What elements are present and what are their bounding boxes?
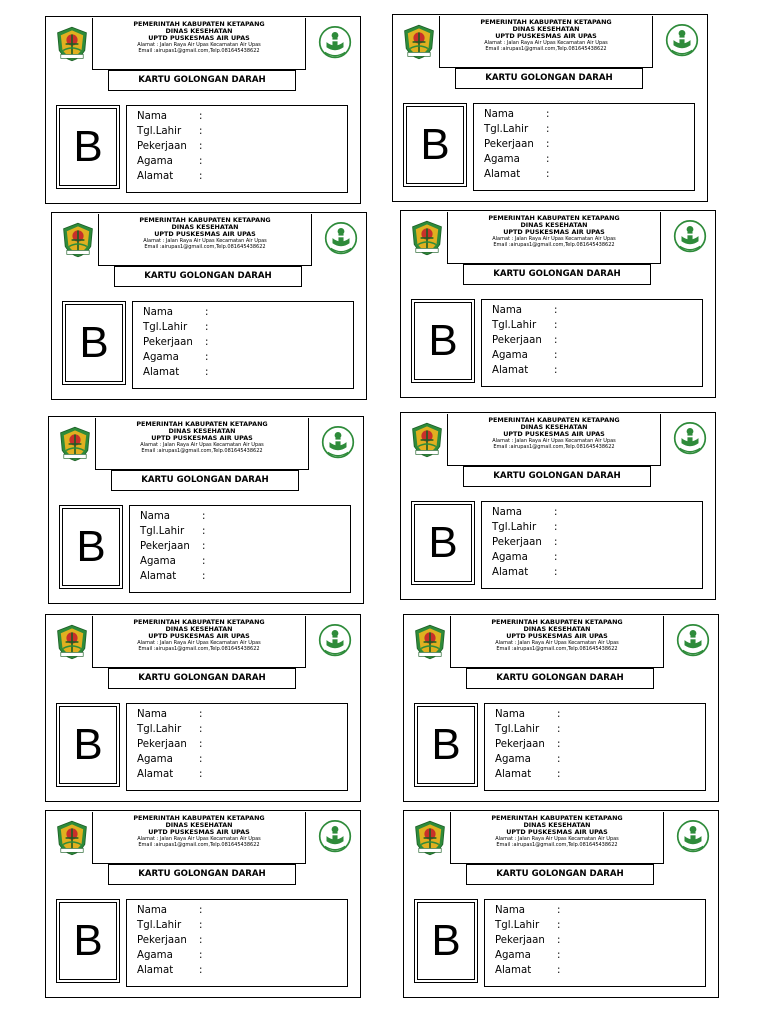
header-department: DINAS KESEHATAN <box>168 427 236 436</box>
field-separator: : <box>557 964 561 976</box>
card-title: KARTU GOLONGAN DARAH <box>108 864 296 885</box>
field-label: Alamat <box>137 964 174 976</box>
patient-info-box <box>473 103 695 191</box>
blood-type-box <box>56 899 120 983</box>
blood-type-card <box>400 210 716 398</box>
field-separator: : <box>202 570 206 582</box>
field-row <box>484 153 694 168</box>
field-label: Nama <box>495 709 526 720</box>
field-separator: : <box>554 319 558 331</box>
blood-type-box <box>56 703 120 787</box>
blood-type-card <box>392 14 708 202</box>
header-contact: Email :airupas1@gmail.com,Telp.081645438622 <box>138 646 260 653</box>
field-separator: : <box>554 521 558 533</box>
regency-emblem-logo <box>56 624 88 660</box>
card-title: KARTU GOLONGAN DARAH <box>108 668 296 689</box>
card-header <box>92 812 306 864</box>
header-address: Alamat : Jalan Raya Air Upas Kecamatan Air Upas <box>140 441 264 448</box>
bakti-husada-logo <box>676 623 710 659</box>
field-row <box>495 708 705 723</box>
header-department: DINAS KESEHATAN <box>165 27 233 36</box>
bakti-husada-logo <box>676 819 710 855</box>
blood-type-card <box>45 810 361 998</box>
blood-type-card <box>400 412 716 600</box>
field-separator: : <box>205 307 209 318</box>
header-department: DINAS KESEHATAN <box>523 821 591 830</box>
header-contact: Email :airupas1@gmail.com,Telp.081645438622 <box>141 448 263 455</box>
field-separator: : <box>202 511 206 522</box>
field-row <box>495 768 705 783</box>
field-separator: : <box>199 125 203 137</box>
field-separator: : <box>199 709 203 720</box>
header-government: PEMERINTAH KABUPATEN KETAPANG <box>133 814 265 822</box>
field-row <box>137 768 347 783</box>
card-header <box>98 214 312 266</box>
field-separator: : <box>199 170 203 182</box>
bakti-husada-logo <box>318 25 352 61</box>
blood-type-letter: B <box>65 304 123 382</box>
header-puskesmas: UPTD PUSKESMAS AIR UPAS <box>151 434 253 443</box>
field-row <box>495 738 705 753</box>
header-government: PEMERINTAH KABUPATEN KETAPANG <box>133 618 265 626</box>
field-label: Nama <box>140 511 171 522</box>
bakti-husada-logo <box>318 819 352 855</box>
header-puskesmas: UPTD PUSKESMAS AIR UPAS <box>495 32 597 41</box>
field-separator: : <box>557 949 561 961</box>
field-separator: : <box>554 507 558 518</box>
field-row <box>137 155 347 170</box>
field-separator: : <box>557 905 561 916</box>
header-puskesmas: UPTD PUSKESMAS AIR UPAS <box>154 230 256 239</box>
header-puskesmas: UPTD PUSKESMAS AIR UPAS <box>148 632 250 641</box>
field-row <box>143 321 353 336</box>
field-separator: : <box>557 738 561 750</box>
field-row <box>137 964 347 979</box>
regency-emblem-logo <box>403 24 435 60</box>
regency-emblem-logo <box>62 222 94 258</box>
field-row <box>484 138 694 153</box>
header-contact: Email :airupas1@gmail.com,Telp.081645438622 <box>138 842 260 849</box>
card-header <box>92 616 306 668</box>
header-puskesmas: UPTD PUSKESMAS AIR UPAS <box>503 228 605 237</box>
bakti-husada-logo <box>673 219 707 255</box>
header-contact: Email :airupas1@gmail.com,Telp.081645438622 <box>496 842 618 849</box>
card-header <box>439 16 653 68</box>
patient-info-box <box>484 703 706 791</box>
field-separator: : <box>202 555 206 567</box>
card-title: KARTU GOLONGAN DARAH <box>463 264 651 285</box>
header-department: DINAS KESEHATAN <box>523 625 591 634</box>
field-label: Agama <box>495 949 531 961</box>
blood-type-box <box>414 899 478 983</box>
header-address: Alamat : Jalan Raya Air Upas Kecamatan Air Upas <box>492 437 616 444</box>
field-label: Pekerjaan <box>143 336 193 348</box>
card-title: KARTU GOLONGAN DARAH <box>466 864 654 885</box>
field-separator: : <box>554 536 558 548</box>
field-row <box>137 904 347 919</box>
field-row <box>492 566 702 581</box>
field-separator: : <box>202 540 206 552</box>
header-department: DINAS KESEHATAN <box>520 423 588 432</box>
blood-type-letter: B <box>59 108 117 186</box>
header-contact: Email :airupas1@gmail.com,Telp.081645438622 <box>144 244 266 251</box>
field-label: Pekerjaan <box>492 334 542 346</box>
header-government: PEMERINTAH KABUPATEN KETAPANG <box>488 214 620 222</box>
field-row <box>137 110 347 125</box>
field-label: Pekerjaan <box>140 540 190 552</box>
header-department: DINAS KESEHATAN <box>171 223 239 232</box>
field-row <box>495 949 705 964</box>
field-row <box>495 934 705 949</box>
header-puskesmas: UPTD PUSKESMAS AIR UPAS <box>506 828 608 837</box>
blood-type-letter: B <box>414 504 472 582</box>
regency-emblem-logo <box>56 26 88 62</box>
field-label: Alamat <box>495 768 532 780</box>
blood-type-box <box>411 299 475 383</box>
field-separator: : <box>199 111 203 122</box>
field-label: Nama <box>484 109 515 120</box>
field-separator: : <box>202 525 206 537</box>
card-title: KARTU GOLONGAN DARAH <box>455 68 643 89</box>
field-label: Agama <box>143 351 179 363</box>
field-separator: : <box>199 934 203 946</box>
field-row <box>140 540 350 555</box>
field-label: Agama <box>492 349 528 361</box>
header-puskesmas: UPTD PUSKESMAS AIR UPAS <box>506 632 608 641</box>
field-row <box>495 919 705 934</box>
field-separator: : <box>199 964 203 976</box>
field-separator: : <box>554 334 558 346</box>
field-label: Tgl.Lahir <box>484 123 529 135</box>
field-row <box>492 521 702 536</box>
field-label: Alamat <box>137 768 174 780</box>
header-government: PEMERINTAH KABUPATEN KETAPANG <box>136 420 268 428</box>
header-puskesmas: UPTD PUSKESMAS AIR UPAS <box>148 34 250 43</box>
header-address: Alamat : Jalan Raya Air Upas Kecamatan Air Upas <box>137 41 261 48</box>
field-label: Pekerjaan <box>495 934 545 946</box>
field-separator: : <box>554 566 558 578</box>
field-row <box>137 949 347 964</box>
field-row <box>140 555 350 570</box>
field-row <box>140 525 350 540</box>
field-label: Pekerjaan <box>484 138 534 150</box>
field-label: Tgl.Lahir <box>137 919 182 931</box>
regency-emblem-logo <box>411 220 443 256</box>
field-separator: : <box>557 723 561 735</box>
header-contact: Email :airupas1@gmail.com,Telp.081645438622 <box>485 46 607 53</box>
card-header <box>447 212 661 264</box>
field-label: Nama <box>137 709 168 720</box>
field-row <box>495 904 705 919</box>
blood-type-box <box>59 505 123 589</box>
field-label: Pekerjaan <box>495 738 545 750</box>
field-separator: : <box>554 305 558 316</box>
header-puskesmas: UPTD PUSKESMAS AIR UPAS <box>148 828 250 837</box>
header-department: DINAS KESEHATAN <box>512 25 580 34</box>
card-header <box>450 812 664 864</box>
field-row <box>137 140 347 155</box>
header-address: Alamat : Jalan Raya Air Upas Kecamatan Air Upas <box>484 39 608 46</box>
field-label: Alamat <box>495 964 532 976</box>
header-address: Alamat : Jalan Raya Air Upas Kecamatan Air Upas <box>137 639 261 646</box>
blood-type-box <box>403 103 467 187</box>
blood-type-card <box>403 614 719 802</box>
field-row <box>495 964 705 979</box>
header-contact: Email :airupas1@gmail.com,Telp.081645438622 <box>493 242 615 249</box>
field-separator: : <box>554 364 558 376</box>
field-separator: : <box>557 709 561 720</box>
header-contact: Email :airupas1@gmail.com,Telp.081645438622 <box>496 646 618 653</box>
header-address: Alamat : Jalan Raya Air Upas Kecamatan Air Upas <box>495 835 619 842</box>
field-label: Alamat <box>484 168 521 180</box>
field-separator: : <box>546 153 550 165</box>
field-separator: : <box>199 919 203 931</box>
field-separator: : <box>546 109 550 120</box>
field-separator: : <box>557 919 561 931</box>
regency-emblem-logo <box>414 820 446 856</box>
bakti-husada-logo <box>318 623 352 659</box>
blood-type-card <box>45 16 361 204</box>
field-row <box>137 708 347 723</box>
field-label: Tgl.Lahir <box>137 125 182 137</box>
regency-emblem-logo <box>411 422 443 458</box>
card-title: KARTU GOLONGAN DARAH <box>466 668 654 689</box>
field-label: Alamat <box>137 170 174 182</box>
blood-type-letter: B <box>406 106 464 184</box>
field-row <box>143 351 353 366</box>
field-label: Tgl.Lahir <box>495 723 540 735</box>
field-label: Agama <box>495 753 531 765</box>
field-row <box>492 551 702 566</box>
field-row <box>140 570 350 585</box>
field-label: Pekerjaan <box>492 536 542 548</box>
field-label: Tgl.Lahir <box>137 723 182 735</box>
field-separator: : <box>546 123 550 135</box>
field-label: Pekerjaan <box>137 738 187 750</box>
blood-type-card <box>51 212 367 400</box>
field-row <box>484 168 694 183</box>
bakti-husada-logo <box>673 421 707 457</box>
blood-type-letter: B <box>59 706 117 784</box>
field-label: Alamat <box>492 364 529 376</box>
patient-info-box <box>481 299 703 387</box>
bakti-husada-logo <box>665 23 699 59</box>
field-row <box>140 510 350 525</box>
patient-info-box <box>129 505 351 593</box>
header-department: DINAS KESEHATAN <box>165 625 233 634</box>
header-government: PEMERINTAH KABUPATEN KETAPANG <box>480 18 612 26</box>
blood-type-letter: B <box>59 902 117 980</box>
field-label: Pekerjaan <box>137 140 187 152</box>
field-row <box>137 919 347 934</box>
header-address: Alamat : Jalan Raya Air Upas Kecamatan Air Upas <box>143 237 267 244</box>
field-row <box>137 125 347 140</box>
field-row <box>484 123 694 138</box>
field-label: Pekerjaan <box>137 934 187 946</box>
regency-emblem-logo <box>59 426 91 462</box>
card-title: KARTU GOLONGAN DARAH <box>463 466 651 487</box>
field-label: Tgl.Lahir <box>492 521 537 533</box>
blood-type-letter: B <box>417 706 475 784</box>
field-label: Alamat <box>143 366 180 378</box>
field-row <box>492 319 702 334</box>
field-row <box>137 738 347 753</box>
card-header <box>447 414 661 466</box>
blood-type-card <box>48 416 364 604</box>
field-separator: : <box>557 753 561 765</box>
card-title: KARTU GOLONGAN DARAH <box>114 266 302 287</box>
field-separator: : <box>546 168 550 180</box>
field-label: Agama <box>137 155 173 167</box>
card-title: KARTU GOLONGAN DARAH <box>108 70 296 91</box>
blood-type-card <box>45 614 361 802</box>
field-label: Tgl.Lahir <box>143 321 188 333</box>
header-government: PEMERINTAH KABUPATEN KETAPANG <box>133 20 265 28</box>
field-row <box>143 366 353 381</box>
field-row <box>492 506 702 521</box>
field-row <box>492 364 702 379</box>
field-row <box>495 753 705 768</box>
field-label: Nama <box>137 905 168 916</box>
field-label: Tgl.Lahir <box>495 919 540 931</box>
blood-type-card <box>403 810 719 998</box>
blood-type-box <box>62 301 126 385</box>
patient-info-box <box>484 899 706 987</box>
card-header <box>450 616 664 668</box>
field-separator: : <box>546 138 550 150</box>
field-separator: : <box>205 321 209 333</box>
field-row <box>137 934 347 949</box>
field-label: Nama <box>492 507 523 518</box>
field-label: Nama <box>137 111 168 122</box>
card-header <box>95 418 309 470</box>
header-department: DINAS KESEHATAN <box>520 221 588 230</box>
field-separator: : <box>205 366 209 378</box>
field-separator: : <box>199 140 203 152</box>
header-address: Alamat : Jalan Raya Air Upas Kecamatan Air Upas <box>137 835 261 842</box>
field-label: Agama <box>137 753 173 765</box>
field-label: Nama <box>143 307 174 318</box>
patient-info-box <box>481 501 703 589</box>
field-label: Agama <box>492 551 528 563</box>
header-puskesmas: UPTD PUSKESMAS AIR UPAS <box>503 430 605 439</box>
header-department: DINAS KESEHATAN <box>165 821 233 830</box>
field-label: Nama <box>492 305 523 316</box>
bakti-husada-logo <box>321 425 355 461</box>
patient-info-box <box>126 105 348 193</box>
field-row <box>137 170 347 185</box>
field-label: Tgl.Lahir <box>492 319 537 331</box>
card-title: KARTU GOLONGAN DARAH <box>111 470 299 491</box>
bakti-husada-logo <box>324 221 358 257</box>
field-row <box>492 349 702 364</box>
field-separator: : <box>205 351 209 363</box>
header-contact: Email :airupas1@gmail.com,Telp.081645438622 <box>138 48 260 55</box>
field-separator: : <box>554 349 558 361</box>
patient-info-box <box>126 899 348 987</box>
header-government: PEMERINTAH KABUPATEN KETAPANG <box>488 416 620 424</box>
field-row <box>492 536 702 551</box>
field-row <box>143 336 353 351</box>
card-header <box>92 18 306 70</box>
field-label: Agama <box>137 949 173 961</box>
header-contact: Email :airupas1@gmail.com,Telp.081645438622 <box>493 444 615 451</box>
field-separator: : <box>199 723 203 735</box>
field-row <box>492 304 702 319</box>
field-row <box>495 723 705 738</box>
field-label: Agama <box>484 153 520 165</box>
field-label: Nama <box>495 905 526 916</box>
patient-info-box <box>132 301 354 389</box>
regency-emblem-logo <box>56 820 88 856</box>
patient-info-box <box>126 703 348 791</box>
field-label: Agama <box>140 555 176 567</box>
field-row <box>484 108 694 123</box>
field-separator: : <box>205 336 209 348</box>
regency-emblem-logo <box>414 624 446 660</box>
field-row <box>492 334 702 349</box>
header-address: Alamat : Jalan Raya Air Upas Kecamatan Air Upas <box>492 235 616 242</box>
field-separator: : <box>199 768 203 780</box>
field-separator: : <box>557 934 561 946</box>
field-row <box>137 723 347 738</box>
field-separator: : <box>199 738 203 750</box>
field-separator: : <box>199 753 203 765</box>
header-government: PEMERINTAH KABUPATEN KETAPANG <box>139 216 271 224</box>
field-row <box>137 753 347 768</box>
blood-type-box <box>56 105 120 189</box>
field-label: Tgl.Lahir <box>140 525 185 537</box>
header-address: Alamat : Jalan Raya Air Upas Kecamatan Air Upas <box>495 639 619 646</box>
blood-type-letter: B <box>417 902 475 980</box>
header-government: PEMERINTAH KABUPATEN KETAPANG <box>491 814 623 822</box>
field-separator: : <box>199 949 203 961</box>
blood-type-box <box>414 703 478 787</box>
header-government: PEMERINTAH KABUPATEN KETAPANG <box>491 618 623 626</box>
blood-type-letter: B <box>414 302 472 380</box>
field-separator: : <box>554 551 558 563</box>
field-separator: : <box>199 905 203 916</box>
field-row <box>143 306 353 321</box>
field-separator: : <box>199 155 203 167</box>
field-label: Alamat <box>140 570 177 582</box>
field-label: Alamat <box>492 566 529 578</box>
blood-type-box <box>411 501 475 585</box>
field-separator: : <box>557 768 561 780</box>
blood-type-letter: B <box>62 508 120 586</box>
